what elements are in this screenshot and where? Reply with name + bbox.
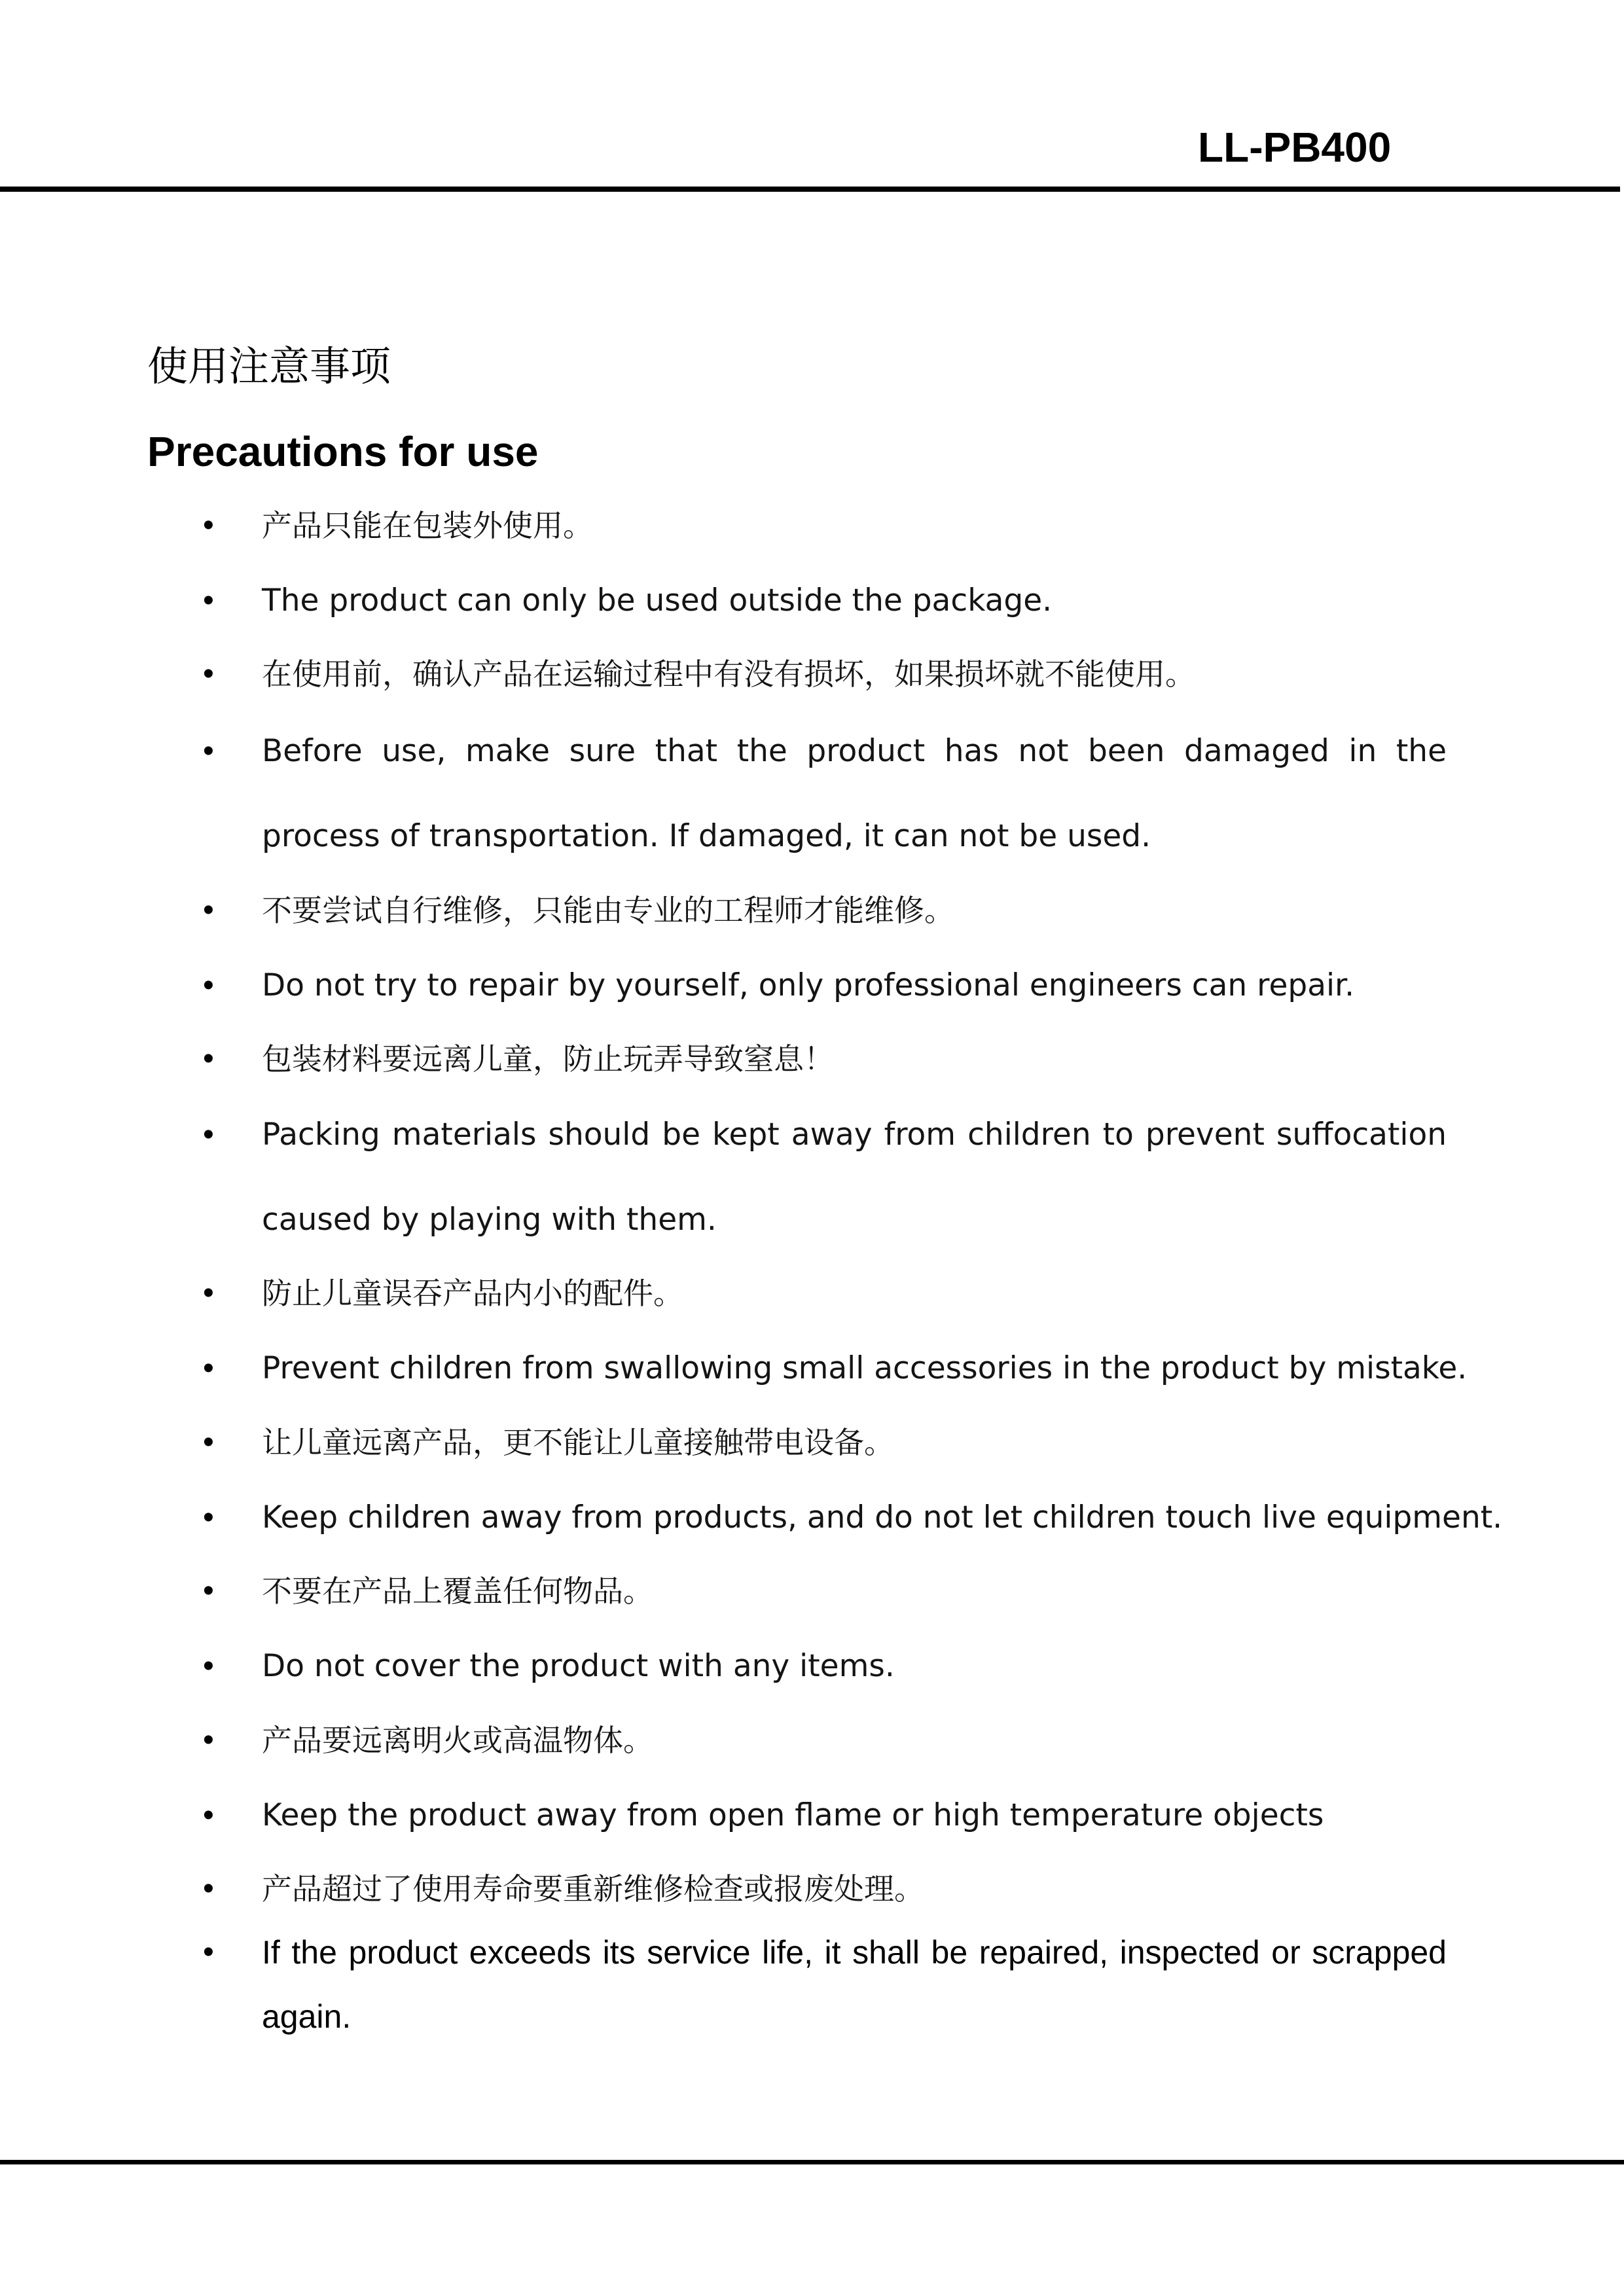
list-item-text: Do not cover the product with any items. (262, 1648, 895, 1684)
footer-rule (0, 2160, 1624, 2164)
section-title-english: Precautions for use (147, 428, 539, 475)
list-item-text: 包装材料要远离儿童，防止玩弄导致窒息！ (262, 1041, 834, 1077)
bullet-icon: • (203, 1425, 214, 1460)
bullet-icon: • (203, 1935, 214, 1969)
list-item-text: 不要尝试自行维修，只能由专业的工程师才能维修。 (262, 893, 954, 928)
bullet-icon: • (203, 893, 214, 927)
model-number: LL-PB400 (1198, 124, 1392, 171)
list-item-text: If the product exceeds its service life, it shall be repaired, inspected or scrapped again. (262, 1934, 1447, 2035)
list-item-text: 防止儿童误吞产品内小的配件。 (262, 1276, 683, 1311)
list-item-text: 产品超过了使用寿命要重新维修检查或报废处理。 (262, 1871, 924, 1907)
list-item-text: Do not try to repair by yourself, only professional engineers can repair. (262, 967, 1355, 1003)
bullet-icon: • (203, 1798, 214, 1833)
section-title-chinese: 使用注意事项 (147, 342, 391, 390)
list-item-text: Prevent children from swallowing small accessories in the product by mistake. (262, 1350, 1468, 1386)
list-item-text: Before use, make sure that the product has not been damaged in the process of transportation. If damaged, it can not be used. (262, 733, 1447, 854)
bullet-icon: • (203, 1351, 214, 1386)
bullet-icon: • (203, 1041, 214, 1076)
bullet-icon: • (203, 1276, 214, 1310)
bullet-icon: • (203, 1500, 214, 1535)
list-item-text: 在使用前，确认产品在运输过程中有没有损坏，如果损坏就不能使用。 (262, 656, 1195, 692)
bullet-icon: • (203, 968, 214, 1003)
bullet-icon: • (203, 734, 214, 768)
header-rule (0, 187, 1620, 192)
list-item-text: 让儿童远离产品，更不能让儿童接触带电设备。 (262, 1425, 894, 1460)
bullet-icon: • (203, 1117, 214, 1152)
bullet-icon: • (203, 1871, 214, 1906)
list-item-text: 不要在产品上覆盖任何物品。 (262, 1573, 653, 1609)
bullet-icon: • (203, 656, 214, 691)
list-item-text: Keep the product away from open flame or high temperature objects (262, 1797, 1324, 1833)
bullet-icon: • (203, 508, 214, 543)
list-item-text: The product can only be used outside the package. (262, 583, 1053, 619)
bullet-icon: • (203, 583, 214, 618)
bullet-icon: • (203, 1723, 214, 1757)
list-item-text: 产品只能在包装外使用。 (262, 508, 593, 543)
list-item-text: Keep children away from products, and do not let children touch live equipment. (262, 1499, 1503, 1535)
bullet-icon: • (203, 1649, 214, 1683)
list-item-text: Packing materials should be kept away from children to prevent suffocation caused by playing with them. (262, 1117, 1447, 1238)
list-item-text: 产品要远离明火或高温物体。 (262, 1723, 653, 1758)
bullet-icon: • (203, 1573, 214, 1608)
